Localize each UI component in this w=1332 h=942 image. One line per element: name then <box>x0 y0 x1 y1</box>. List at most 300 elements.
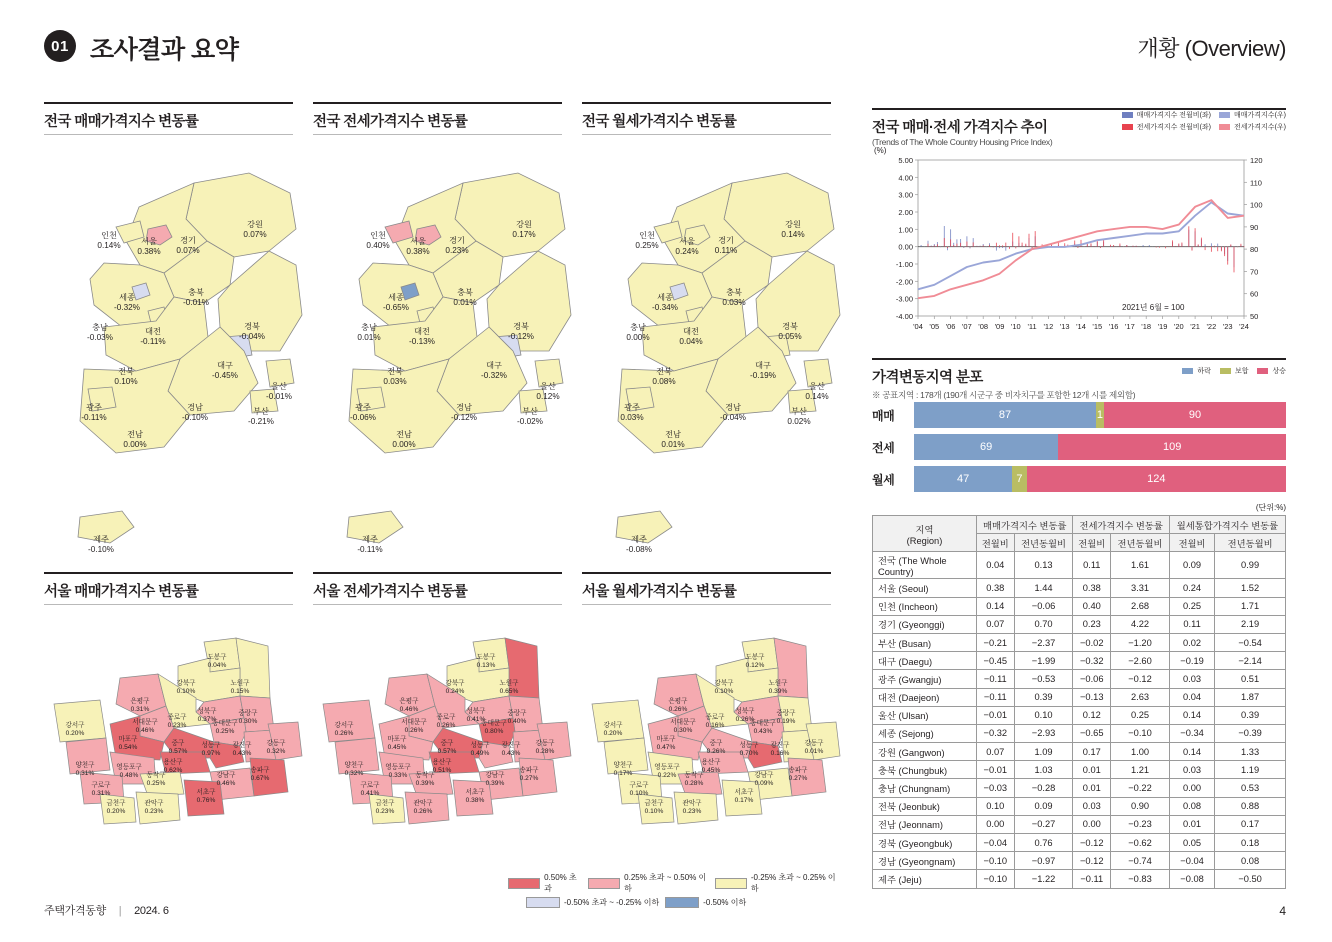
table-cell-value: 2.63 <box>1111 688 1170 706</box>
map-label-광진구: 광진구 0.16% <box>770 742 790 757</box>
table-cell-value: 1.71 <box>1215 597 1286 615</box>
legend-label-3: -0.50% 초과 ~ -0.25% 이하 <box>564 898 660 907</box>
table-cell-value: 0.00 <box>1169 779 1214 797</box>
legend-swatch-icon <box>1220 368 1231 374</box>
dist-note: ※ 공표지역 : 178개 (190개 시군구 중 비자치구를 포함한 12개 시를 제외함) <box>872 390 1136 400</box>
svg-text:100: 100 <box>1250 200 1263 210</box>
table-cell-value: 0.99 <box>1215 552 1286 579</box>
legend-swatch-icon <box>1219 112 1230 118</box>
map-label-영등포구: 영등포구 0.22% <box>654 764 680 779</box>
table-cell-value: 0.10 <box>977 797 1015 815</box>
th-sub-1: 전년동월비 <box>1014 534 1073 552</box>
map-label-서대문구: 서대문구 0.30% <box>670 719 696 734</box>
map-label-충남: 충남 0.01% <box>357 323 381 342</box>
dist-bar-monthly <box>914 466 1286 492</box>
table-cell-value: −1.22 <box>1014 870 1073 888</box>
chart-legend-label-3: 전세가격지수(우) <box>1234 124 1286 131</box>
svg-text:'04: '04 <box>913 322 923 331</box>
map-label-강동구: 강동구 0.01% <box>804 740 824 755</box>
map-label-경기: 경기 0.23% <box>445 236 469 255</box>
map-label-전남: 전남 0.01% <box>661 430 685 449</box>
legend-swatch-icon <box>526 897 560 908</box>
table-row <box>873 579 1286 597</box>
table-cell-value: −0.62 <box>1111 834 1170 852</box>
legend-swatch-icon <box>1122 124 1133 130</box>
map-label-대전: 대전 0.04% <box>679 327 703 346</box>
seoul-map-jeonse <box>313 612 573 862</box>
map-label-부산: 부산 -0.02% <box>517 407 543 426</box>
table-row <box>873 597 1286 615</box>
map-label-광주: 광주 -0.11% <box>81 403 107 422</box>
dist-seg-flat: 1 <box>1096 402 1104 428</box>
footer <box>44 902 169 918</box>
map-label-영등포구: 영등포구 0.48% <box>116 764 142 779</box>
svg-text:-3.00: -3.00 <box>895 294 913 304</box>
svg-text:110: 110 <box>1250 178 1262 188</box>
map-label-강동구: 강동구 0.32% <box>266 740 286 755</box>
table-row <box>873 870 1286 888</box>
map-label-강원: 강원 0.14% <box>781 220 805 239</box>
svg-text:'18: '18 <box>1141 322 1152 331</box>
table-cell-value: −0.39 <box>1215 724 1286 742</box>
map-label-구로구: 구로구 0.41% <box>360 782 380 797</box>
table-cell-value: −2.60 <box>1111 652 1170 670</box>
th-region-ko: 지역 <box>915 524 934 535</box>
chart-title: 전국 매매·전세 가격지수 추이 <box>872 120 1048 136</box>
th-group-monthly: 월세통합가격지수 변동률 <box>1169 516 1285 534</box>
panel-underline-6 <box>582 604 831 605</box>
table-row <box>873 633 1286 651</box>
table-cell-value: −1.20 <box>1111 633 1170 651</box>
table-cell-value: 0.09 <box>1169 552 1214 579</box>
svg-text:50: 50 <box>1250 312 1259 321</box>
legend-swatch-icon <box>1182 368 1193 374</box>
th-sub-2: 전월비 <box>1073 534 1111 552</box>
table-cell-value: 1.03 <box>1014 761 1073 779</box>
dist-bars <box>872 402 1286 492</box>
table-cell-region: 충남 (Chungnam) <box>873 779 977 797</box>
panel-title-4: 서울 매매가격지수 변동률 <box>44 584 199 600</box>
map-label-경북: 경북 0.05% <box>778 322 802 341</box>
map-label-강북구: 강북구 0.24% <box>445 680 465 695</box>
table-cell-value: −0.10 <box>977 852 1015 870</box>
table-cell-value: 0.01 <box>1169 815 1214 833</box>
table-cell-region: 충북 (Chungbuk) <box>873 761 977 779</box>
map-label-관악구: 관악구 0.26% <box>413 800 433 815</box>
table-body <box>873 552 1286 888</box>
legend-item-3 <box>526 897 659 908</box>
table-row <box>873 688 1286 706</box>
table-cell-value: 2.19 <box>1215 615 1286 633</box>
map-label-성북구: 성북구 0.37% <box>197 708 217 723</box>
legend-swatch-icon <box>508 878 540 889</box>
legend-item-4 <box>665 897 746 908</box>
dist-row-label: 전세 <box>872 440 895 455</box>
map-label-중랑구: 중랑구 0.19% <box>776 710 796 725</box>
map-label-대구: 대구 -0.32% <box>481 361 507 380</box>
panel-underline-5 <box>313 604 562 605</box>
chart-legend-label-0: 매매가격지수 전월비(좌) <box>1136 112 1211 119</box>
map-label-제주: 제주 -0.10% <box>88 535 114 554</box>
dist-legend-label-2: 상승 <box>1272 368 1286 375</box>
table-row <box>873 670 1286 688</box>
footer-date: 2024. 6 <box>134 905 169 917</box>
table-cell-value: −0.54 <box>1215 633 1286 651</box>
map-label-강남구: 강남구 0.09% <box>754 772 774 787</box>
svg-text:'15: '15 <box>1092 322 1103 331</box>
dist-legend-item-0 <box>1182 366 1211 376</box>
table-cell-value: 0.01 <box>1073 779 1111 797</box>
map-label-충북: 충북 0.03% <box>722 288 746 307</box>
th-region <box>873 516 977 552</box>
map-label-금천구: 금천구 0.10% <box>644 800 664 815</box>
map-label-성북구: 성북구 0.26% <box>735 708 755 723</box>
svg-text:90: 90 <box>1250 222 1259 232</box>
table-cell-value: −0.28 <box>1014 779 1073 797</box>
svg-text:-2.00: -2.00 <box>895 277 913 287</box>
table-cell-region: 대전 (Daejeon) <box>873 688 977 706</box>
map-label-울산: 울산 0.12% <box>536 382 560 401</box>
legend-swatch-icon <box>1257 368 1268 374</box>
map-label-광주: 광주 -0.06% <box>350 403 376 422</box>
table-cell-value: 0.11 <box>1073 552 1111 579</box>
table-cell-value: 0.76 <box>1014 834 1073 852</box>
panel-rule-5 <box>313 572 562 574</box>
footer-title: 주택가격동향 <box>44 905 106 917</box>
map-label-영등포구: 영등포구 0.33% <box>385 764 411 779</box>
table-cell-value: −0.23 <box>1111 815 1170 833</box>
table-cell-value: 0.39 <box>1014 688 1073 706</box>
map-label-관악구: 관악구 0.23% <box>682 800 702 815</box>
table-cell-value: −0.06 <box>1014 597 1073 615</box>
right-column <box>872 108 1286 889</box>
table-cell-value: 0.05 <box>1169 834 1214 852</box>
chart-canvas <box>872 144 1286 359</box>
section-badge: 01 <box>44 30 76 62</box>
table-cell-value: 0.14 <box>1169 706 1214 724</box>
table-cell-region: 제주 (Jeju) <box>873 870 977 888</box>
table-cell-value: 0.13 <box>1014 552 1073 579</box>
table-cell-region: 부산 (Busan) <box>873 633 977 651</box>
national-map-jeonse <box>313 145 573 555</box>
dist-row-sale <box>872 402 1286 428</box>
table-cell-value: −0.06 <box>1073 670 1111 688</box>
map-label-동작구: 동작구 0.28% <box>684 772 704 787</box>
chart-legend-label-1: 매매가격지수(우) <box>1234 112 1286 119</box>
table-head-row-1 <box>873 516 1286 534</box>
map-label-동대문구: 동대문구 0.25% <box>212 720 238 735</box>
table-cell-value: 0.04 <box>1169 688 1214 706</box>
map-label-강북구: 강북구 0.10% <box>714 680 734 695</box>
svg-text:'24: '24 <box>1239 322 1249 331</box>
legend-label-4: -0.50% 이하 <box>703 898 747 907</box>
map-label-서대문구: 서대문구 0.46% <box>132 719 158 734</box>
table-cell-value: 0.14 <box>1169 743 1214 761</box>
table-row <box>873 552 1286 579</box>
map-label-강서구: 강서구 0.26% <box>334 722 354 737</box>
table-cell-value: 0.38 <box>977 579 1015 597</box>
th-sub-3: 전년동월비 <box>1111 534 1170 552</box>
table-row <box>873 797 1286 815</box>
panel-title-3: 전국 월세가격지수 변동률 <box>582 114 737 130</box>
table-cell-value: 0.09 <box>1014 797 1073 815</box>
th-region-en: (Region) <box>906 535 943 546</box>
map-label-강서구: 강서구 0.20% <box>65 722 85 737</box>
table-cell-value: −2.93 <box>1014 724 1073 742</box>
map-label-송파구: 송파구 0.67% <box>250 767 270 782</box>
legend-item-1 <box>588 872 709 894</box>
chart-legend-item-0 <box>1122 110 1211 120</box>
map-label-동작구: 동작구 0.39% <box>415 772 435 787</box>
map-label-전남: 전남 0.00% <box>392 430 416 449</box>
map-label-제주: 제주 -0.08% <box>626 535 652 554</box>
table-cell-value: 0.00 <box>1073 815 1111 833</box>
map-label-경기: 경기 0.07% <box>176 236 200 255</box>
legend-item-2 <box>715 872 838 894</box>
table-cell-value: 4.22 <box>1111 615 1170 633</box>
dist-bar-jeonse <box>914 434 1286 460</box>
svg-text:'19: '19 <box>1157 322 1168 331</box>
price-index-chart <box>872 144 1286 354</box>
svg-text:'23: '23 <box>1222 322 1233 331</box>
table-cell-region: 경기 (Gyeonggi) <box>873 615 977 633</box>
map-label-성동구: 성동구 0.49% <box>470 742 490 757</box>
map-label-충북: 충북 0.01% <box>453 288 477 307</box>
panel-rule-2 <box>313 102 562 104</box>
table-cell-value: 0.18 <box>1215 834 1286 852</box>
dist-legend <box>1182 366 1286 378</box>
table-cell-value: 0.17 <box>1215 815 1286 833</box>
panel-rule-1 <box>44 102 293 104</box>
map-label-서울: 서울 0.38% <box>406 237 430 256</box>
svg-text:120: 120 <box>1250 156 1263 165</box>
table-cell-value: −0.02 <box>1073 633 1111 651</box>
map-label-전북: 전북 0.10% <box>114 367 138 386</box>
map-label-노원구: 노원구 0.65% <box>499 680 519 695</box>
chart-legend-item-1 <box>1219 110 1286 120</box>
map-label-강서구: 강서구 0.20% <box>603 722 623 737</box>
table-cell-value: −0.01 <box>977 706 1015 724</box>
panel-underline-1 <box>44 134 293 135</box>
table-cell-value: 2.68 <box>1111 597 1170 615</box>
map-label-종로구: 종로구 0.16% <box>705 714 725 729</box>
table-cell-value: 0.04 <box>977 552 1015 579</box>
th-sub-4: 전월비 <box>1169 534 1214 552</box>
legend-swatch-icon <box>588 878 620 889</box>
map-label-도봉구: 도봉구 0.04% <box>207 654 227 669</box>
korea-map-svg <box>313 145 573 555</box>
table-cell-value: −0.11 <box>977 670 1015 688</box>
map-label-제주: 제주 -0.11% <box>357 535 383 554</box>
panel-rule-3 <box>582 102 831 104</box>
map-label-동대문구: 동대문구 0.80% <box>481 720 507 735</box>
panel-title-1: 전국 매매가격지수 변동률 <box>44 114 199 130</box>
table-cell-region: 전북 (Jeonbuk) <box>873 797 977 815</box>
dist-legend-label-1: 보합 <box>1234 368 1249 375</box>
map-label-대전: 대전 -0.13% <box>409 327 435 346</box>
map-label-종로구: 종로구 0.26% <box>436 714 456 729</box>
table-row <box>873 706 1286 724</box>
map-label-경남: 경남 -0.04% <box>720 403 746 422</box>
table-cell-value: 0.25 <box>1111 706 1170 724</box>
table-cell-value: 0.39 <box>1215 706 1286 724</box>
table-cell-value: −0.32 <box>977 724 1015 742</box>
map-label-관악구: 관악구 0.23% <box>144 800 164 815</box>
table-row <box>873 724 1286 742</box>
map-label-인천: 인천 0.14% <box>97 231 121 250</box>
table-cell-value: 0.08 <box>1169 797 1214 815</box>
svg-text:5.00: 5.00 <box>898 156 913 165</box>
map-legend <box>508 872 838 911</box>
table-cell-value: 0.14 <box>977 597 1015 615</box>
table-cell-value: −0.65 <box>1073 724 1111 742</box>
table-cell-value: −0.08 <box>1169 870 1214 888</box>
table-cell-value: 1.87 <box>1215 688 1286 706</box>
table-cell-value: 1.09 <box>1014 743 1073 761</box>
dist-seg-flat: 7 <box>1012 466 1027 492</box>
map-label-노원구: 노원구 0.15% <box>230 680 250 695</box>
svg-text:'12: '12 <box>1043 322 1054 331</box>
table-cell-value: 0.00 <box>977 815 1015 833</box>
map-label-서초구: 서초구 0.17% <box>734 789 754 804</box>
table-cell-value: 0.23 <box>1073 615 1111 633</box>
chart-base-note: 2021년 6월 = 100 <box>1122 303 1185 312</box>
table-cell-value: −0.74 <box>1111 852 1170 870</box>
map-label-강북구: 강북구 0.10% <box>176 680 196 695</box>
panel-underline-2 <box>313 134 562 135</box>
map-label-서울: 서울 0.24% <box>675 237 699 256</box>
table-cell-value: −2.14 <box>1215 652 1286 670</box>
map-label-종로구: 종로구 0.23% <box>167 714 187 729</box>
table-cell-value: 3.31 <box>1111 579 1170 597</box>
table-cell-value: −0.12 <box>1073 834 1111 852</box>
map-label-양천구: 양천구 0.31% <box>75 762 95 777</box>
map-label-중구: 중구 0.26% <box>706 740 726 755</box>
map-label-성동구: 성동구 0.97% <box>201 742 221 757</box>
th-group-sale: 매매가격지수 변동률 <box>977 516 1073 534</box>
table-row <box>873 834 1286 852</box>
dist-seg-up: 124 <box>1027 466 1286 492</box>
table-cell-value: 1.21 <box>1111 761 1170 779</box>
map-label-울산: 울산 0.14% <box>805 382 829 401</box>
map-label-인천: 인천 0.25% <box>635 231 659 250</box>
table-cell-value: −0.19 <box>1169 652 1214 670</box>
chart-legend-item-3 <box>1219 122 1286 132</box>
map-label-경기: 경기 0.11% <box>714 236 738 255</box>
table-row <box>873 852 1286 870</box>
table-cell-value: 0.38 <box>1073 579 1111 597</box>
chart-unit-label: (%) <box>874 146 887 155</box>
map-label-서울: 서울 0.38% <box>137 237 161 256</box>
table-cell-value: 1.33 <box>1215 743 1286 761</box>
table-cell-value: 0.08 <box>1215 852 1286 870</box>
table-cell-value: 0.40 <box>1073 597 1111 615</box>
map-label-충북: 충북 -0.01% <box>183 288 209 307</box>
table-cell-value: 0.90 <box>1111 797 1170 815</box>
table-cell-value: −0.04 <box>977 834 1015 852</box>
chart-legend-item-2 <box>1122 122 1211 132</box>
table-cell-value: −0.27 <box>1014 815 1073 833</box>
map-label-인천: 인천 0.40% <box>366 231 390 250</box>
dist-seg-down: 47 <box>914 466 1012 492</box>
table-cell-value: 0.17 <box>1073 743 1111 761</box>
table-row <box>873 615 1286 633</box>
svg-text:2.00: 2.00 <box>898 208 913 217</box>
table-cell-value: 0.03 <box>1073 797 1111 815</box>
table-cell-region: 경북 (Gyeongbuk) <box>873 834 977 852</box>
table-cell-region: 대구 (Daegu) <box>873 652 977 670</box>
header-overview-label: 개황 (Overview) <box>1137 36 1286 61</box>
chart-svg <box>872 144 1286 354</box>
map-label-노원구: 노원구 0.39% <box>768 680 788 695</box>
table-cell-value: −0.03 <box>977 779 1015 797</box>
table-cell-value: 0.01 <box>1073 761 1111 779</box>
table-cell-region: 세종 (Sejong) <box>873 724 977 742</box>
table-cell-value: −0.11 <box>977 688 1015 706</box>
map-label-송파구: 송파구 0.27% <box>519 767 539 782</box>
svg-text:'20: '20 <box>1173 322 1184 331</box>
map-label-중랑구: 중랑구 0.30% <box>238 710 258 725</box>
dist-bar-sale <box>914 402 1286 428</box>
page-title: 조사결과 요약 <box>90 36 239 64</box>
dist-row-jeonse <box>872 434 1286 460</box>
map-label-서초구: 서초구 0.76% <box>196 789 216 804</box>
svg-text:'13: '13 <box>1059 322 1070 331</box>
table-cell-value: 0.07 <box>977 743 1015 761</box>
table-cell-region: 서울 (Seoul) <box>873 579 977 597</box>
table-cell-value: −0.45 <box>977 652 1015 670</box>
svg-text:3.00: 3.00 <box>898 190 913 200</box>
map-label-도봉구: 도봉구 0.12% <box>745 654 765 669</box>
page-header <box>0 0 1332 86</box>
chart-legend-label-2: 전세가격지수 전월비(좌) <box>1136 124 1211 131</box>
table-cell-value: 1.19 <box>1215 761 1286 779</box>
th-group-jeonse: 전세가격지수 변동률 <box>1073 516 1169 534</box>
svg-text:'11: '11 <box>1027 322 1037 331</box>
table-cell-value: −0.10 <box>977 870 1015 888</box>
dist-row-monthly <box>872 466 1286 492</box>
dist-row-label: 월세 <box>872 472 895 487</box>
national-map-sale <box>44 145 304 555</box>
table-cell-value: −0.53 <box>1014 670 1073 688</box>
svg-text:'05: '05 <box>929 322 940 331</box>
panel-rule-4 <box>44 572 293 574</box>
dist-legend-label-0: 하락 <box>1197 368 1211 375</box>
table-cell-value: 0.70 <box>1014 615 1073 633</box>
chart-subtitle: (Trends of The Whole Country Housing Price Index) <box>872 137 1053 147</box>
panel-title-5: 서울 전세가격지수 변동률 <box>313 584 468 600</box>
table-cell-value: −0.11 <box>1073 870 1111 888</box>
map-label-구로구: 구로구 0.31% <box>91 782 111 797</box>
table-cell-value: 1.61 <box>1111 552 1170 579</box>
map-label-은평구: 은평구 0.46% <box>399 698 419 713</box>
map-label-경북: 경북 -0.04% <box>239 322 265 341</box>
svg-text:'22: '22 <box>1206 322 1217 331</box>
panel-rule-6 <box>582 572 831 574</box>
map-label-양천구: 양천구 0.32% <box>344 762 364 777</box>
svg-text:'21: '21 <box>1190 322 1200 331</box>
map-label-동대문구: 동대문구 0.43% <box>750 720 776 735</box>
map-label-중구: 중구 0.57% <box>437 740 457 755</box>
map-label-강남구: 강남구 0.39% <box>485 772 505 787</box>
table-cell-value: 0.03 <box>1169 670 1214 688</box>
map-label-송파구: 송파구 0.27% <box>788 767 808 782</box>
korea-map-svg <box>582 145 842 555</box>
table-cell-value: −2.37 <box>1014 633 1073 651</box>
table-cell-value: −0.22 <box>1111 779 1170 797</box>
map-label-마포구: 마포구 0.45% <box>387 736 407 751</box>
map-label-부산: 부산 -0.21% <box>248 407 274 426</box>
